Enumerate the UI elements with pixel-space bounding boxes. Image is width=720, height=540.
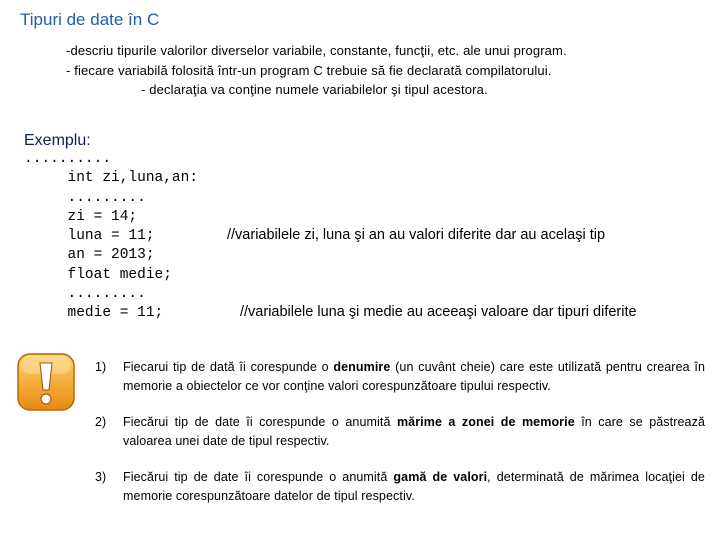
list-text: Fiecărui tip de date îi corespunde o anumită gamă de valori, determinată de mărimea locaţiei de memorie corespunzătoare datelor de tipul respectiv. xyxy=(123,470,705,503)
code-line: luna = 11; xyxy=(24,228,155,245)
code-line: .......... xyxy=(24,151,112,167)
list-text: Fiecarui tip de dată îi corespunde o denumire (un cuvânt cheie) care este utilizată pentru crearea în memorie a obiectelor ce vor conţine valori corespunzătoare tipului respectiv. xyxy=(123,360,706,393)
example-label: Exemplu: xyxy=(24,132,91,149)
code-line: medie = 11; xyxy=(24,305,164,322)
exclamation-icon xyxy=(14,350,78,414)
code-block xyxy=(24,150,198,324)
list-item xyxy=(95,413,705,451)
intro-line: - fiecare variabilă folosită într-un program C trebuie să fie declarată compilatorului. xyxy=(66,62,552,78)
intro-text xyxy=(66,41,706,100)
intro-line: -descriu tipurile valorilor diverselor variabile, constante, funcţii, etc. ale unui program. xyxy=(66,43,567,58)
list-number: 2) xyxy=(95,415,107,429)
code-comment: //variabilele luna şi medie au aceeaşi valoare dar tipuri diferite xyxy=(240,304,637,320)
page-title: Tipuri de date în C xyxy=(20,10,160,29)
list-item xyxy=(95,468,705,506)
code-comment: //variabilele zi, luna şi an au valori diferite dar au acelaşi tip xyxy=(227,227,606,243)
list-number: 3) xyxy=(95,470,107,484)
list-number: 1) xyxy=(95,360,107,374)
notes-list xyxy=(95,358,705,523)
intro-line: - declaraţia va conţine numele variabilelor şi tipul acestora. xyxy=(141,82,488,97)
code-line: float medie; xyxy=(24,266,172,283)
list-text: Fiecărui tip de date îi corespunde o anumită mărime a zonei de memorie în care se păstrează valoarea unei date de tipul respectiv. xyxy=(123,415,705,448)
code-line: ......... xyxy=(24,286,146,303)
code-line: zi = 14; xyxy=(24,208,138,225)
list-item xyxy=(95,358,705,396)
code-line: ......... xyxy=(24,189,146,206)
code-line: an = 2013; xyxy=(24,247,155,264)
code-line: int zi,luna,an: xyxy=(24,170,199,187)
